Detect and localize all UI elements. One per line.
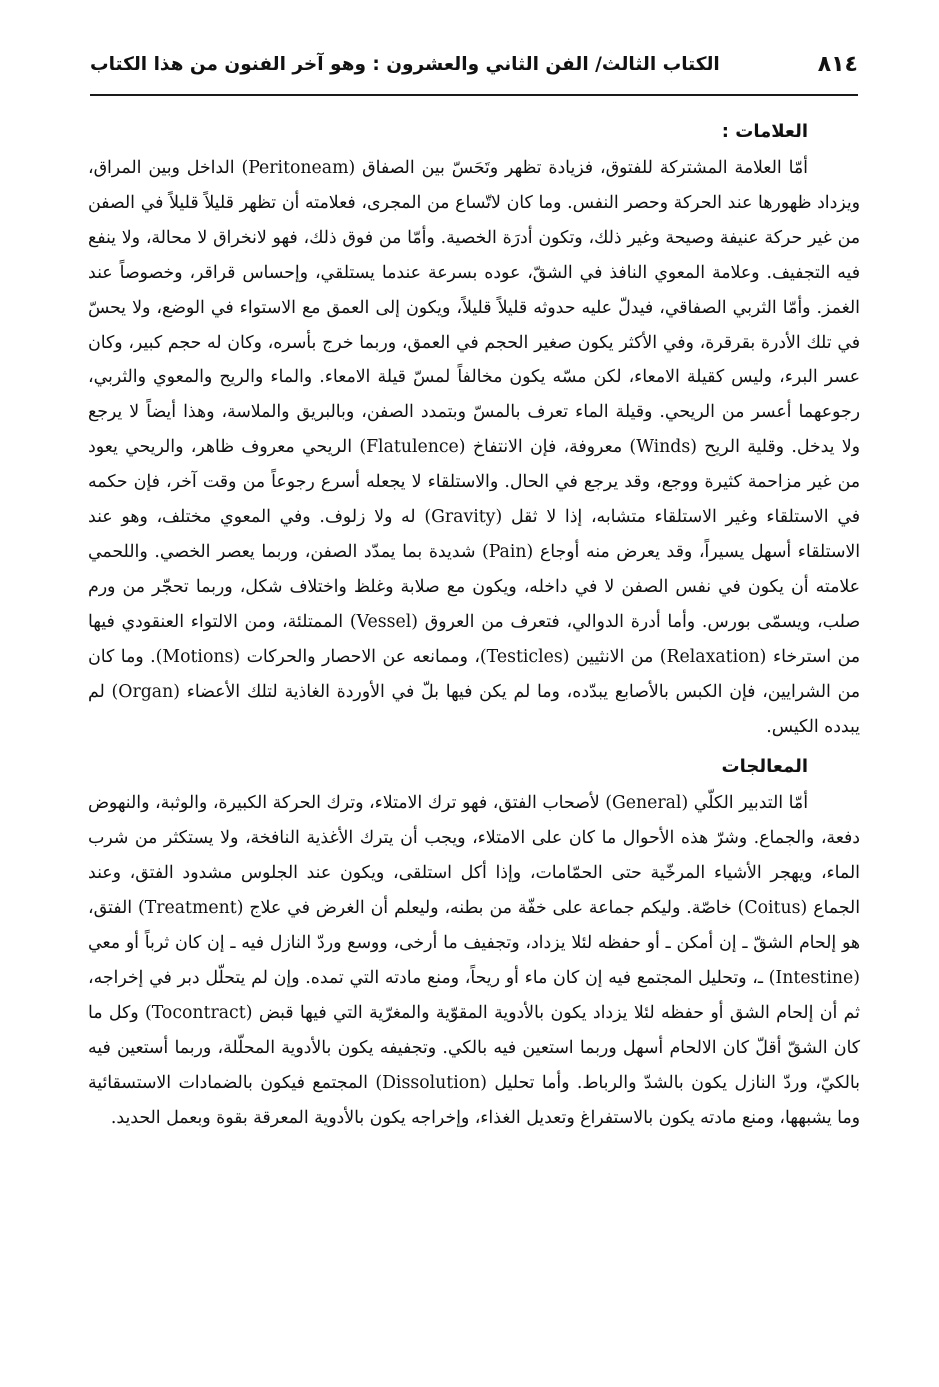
section-heading-treatments: المعالجات — [721, 756, 808, 778]
running-title: الكتاب الثالث/ الفن الثاني والعشرون : وهو آخر الفنون من هذا الكتاب — [90, 54, 720, 75]
paragraph-signs: أمّا العلامة المشتركة للفتوق، فزيادة تظهر وتَحَسّ بين الصفاق (Peritoneam) الداخل وبين المراق، ويزداد ظهورها عند الحركة وحصر النفس. وما كان لاتّساع من المجرى، فعلامته أن تظهر قليلاً قليلاً في الصفن من غير حركة عنيفة وصيحة وغير ذلك، وتكون أدرَة الخصية. وأمّا من فوق ذلك، فهو لانخراق لا محالة، ولا ينفع فيه التجفيف. وعلامة المعوي النافذ في الشقّ، عوده بسرعة عندما يستلقي، وإحساس قراقر، وخصوصاً عند الغمز. وأمّا الثربي الصفاقي، فيدلّ عليه حدوثه قليلاً قليلاً، ويكون إلى العمق مع الاستواء في الوضع، ولا يحسّ في تلك الأدرة بقرقرة، وفي الأكثر يكون صغير الحجم في العمق، وربما خرج بأسره، وكان له حجم كبير، وكان عسر البرء، وليس كقيلة الامعاء، لكن مسّه يكون مخالفاً لمسّ قيلة الامعاء. والماء والريح والمعوي والثربي، رجوعهما أعسر من الريحي. وقيلة الماء تعرف بالمسّ وبتمدد الصفن، وبالبريق والملاسة، وهذا أيضاً لا يرجع ولا يدخل. وقلية الريح (Winds) معروفة، فإن الانتفاخ (Flatulence) الريحي معروف ظاهر، والريحي يعود من غير مزاحمة كثيرة ووجع، وقد يرجع في الحال. والاستلقاء لا يجعله أسرع رجوعاً من وقت آخر، فإن حكمه في الاستلقاء وغير الاستلقاء متشابه، إذا لا ثقل (Gravity) له ولا زلوف. وفي المعوي مختلف، وهو عند الاستلقاء أسهل يسيراً، وقد يعرض منه أوجاع (Pain) شديدة بما يمدّد الصفن، وربما يعصر الخصي. واللحمي علامته أن يكون في نفس الصفن لا في داخله، ويكون مع صلابة وغلظ واختلاف شكل، وربما تحجّر من ورم صلب، ويسمّى بورس. وأما أدرة الدوالي، فتعرف من العروق (Vessel) الممتلئة، ومن الالتواء العنقودي فيها من استرخاء (Relaxation) من الانثيين (Testicles)، وممانعه عن الاحصار والحركات (Motions). وما كان من الشرايين، فإن الكبس بالأصابع يبدّده، وما لم يكن فيها بلّ في الأوردة الغاذية لتلك الأعضاء (Organ) لم يبدده الكيس. — [88, 158, 861, 737]
page-header — [90, 48, 858, 84]
section-heading-signs: العلامات : — [721, 121, 808, 142]
paragraph-treatments: أمّا التدبير الكلّي (General) لأصحاب الفتق، فهو ترك الامتلاء، وترك الحركة الكبيرة، والوثبة، والنهوض دفعة، والجماع. وشرّ هذه الأحوال ما كان على الامتلاء، ويجب أن يترك الأغذية النافخة، ولا يستكثر من شرب الماء، ويهجر الأشياء المرخّية حتى الحمّامات، وإذا أكل استلقى، ويكون عند الجلوس مشدود الفتق، وعند الجماع (Coitus) خاصّة. وليكم جماعة على خفّة من بطنه، وليعلم أن الغرض في علاج (Treatment) الفتق، هو إلحام الشقّ ـ إن أمكن ـ أو حفظه لئلا يزداد، وتجفيف ما أرخى، ووسع وردّ النازل فيه ـ إن كان ثرباً أو معي (Intestine) ـ، وتحليل المجتمع فيه إن كان ماء أو ريحاً، ومنع مادته التي تمده. وإن لم يتحلّل دبر في إخراجه، ثم أن إلحام الشق أو حفظه لئلا يزداد يكون بالأدوية المقوّية والمغرّية التي فيها قبض (Tocontract) وكل ما كان الشقّ أقلّ كان الالحام أسهل وربما استعين فيه بالكي. وتجفيفه يكون بالأدوية المحلّلة، وربما أستعين فيه بالكيّ، وردّ النازل يكون بالشدّ والرباط. وأما تحليل (Dissolution) المجتمع فيكون بالضمادات الاستسقائية وما يشبهها، ومنع مادته يكون بالاستفراغ وتعديل الغذاء، وإخراجه يكون بالأدوية المعرقة بقوة وبعمل الحديد. — [88, 793, 860, 1128]
header-divider — [90, 94, 858, 96]
page-body — [88, 113, 860, 1135]
page-number: ٨١٤ — [817, 52, 858, 77]
